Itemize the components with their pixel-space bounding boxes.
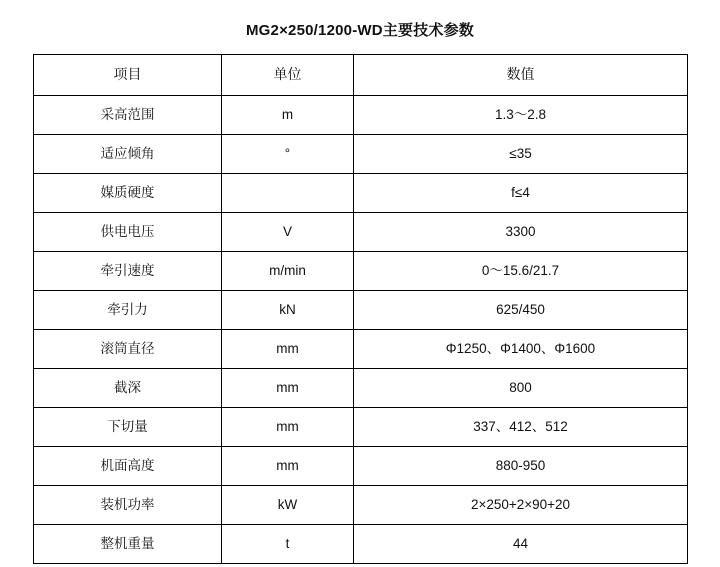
row-item-text: 下切量 <box>107 418 148 434</box>
table-row <box>34 408 688 447</box>
row-value-text: Φ1250、Φ1400、Φ1600 <box>445 340 596 356</box>
row-unit-text: mm <box>276 418 299 434</box>
row-value-text: 880-950 <box>495 457 546 473</box>
row-item-text: 装机功率 <box>100 496 155 512</box>
table-header-unit-label: 单位 <box>273 66 302 83</box>
row-unit-cell <box>222 447 354 486</box>
row-item-cell <box>34 174 222 213</box>
row-unit-text: m/min <box>269 262 306 278</box>
row-value-cell <box>354 96 688 135</box>
row-item-text: 整机重量 <box>100 535 155 551</box>
table-row <box>34 135 688 174</box>
row-unit-text: m <box>281 106 294 122</box>
row-value-cell <box>354 369 688 408</box>
table-row <box>34 525 688 564</box>
row-item-cell <box>34 96 222 135</box>
table-header-unit <box>222 55 354 96</box>
table-row <box>34 486 688 525</box>
row-unit-cell <box>222 408 354 447</box>
page-title: MG2×250/1200-WD主要技术参数 <box>245 22 474 39</box>
row-value-text: f≤4 <box>511 184 530 200</box>
row-item-text: 媒质硬度 <box>100 184 155 200</box>
row-unit-cell <box>222 96 354 135</box>
row-unit-text: kW <box>277 496 298 512</box>
row-item-cell <box>34 486 222 525</box>
row-item-cell <box>34 447 222 486</box>
table-header-item-label: 项目 <box>113 66 142 83</box>
row-item-text: 牵引速度 <box>100 262 155 278</box>
row-value-text: 800 <box>509 379 532 395</box>
table-header-item <box>34 55 222 96</box>
table-row <box>34 96 688 135</box>
row-item-cell <box>34 291 222 330</box>
table-row <box>34 447 688 486</box>
row-item-text: 供电电压 <box>100 223 155 239</box>
row-value-cell <box>354 252 688 291</box>
spec-table-body <box>34 55 688 564</box>
row-item-text: 采高范围 <box>100 106 155 122</box>
table-row <box>34 252 688 291</box>
row-item-cell <box>34 135 222 174</box>
table-header-value-label: 数值 <box>506 66 535 83</box>
row-value-cell <box>354 135 688 174</box>
spec-table <box>33 54 688 564</box>
row-value-cell <box>354 174 688 213</box>
row-unit-cell <box>222 369 354 408</box>
row-value-text: 3300 <box>505 223 536 239</box>
row-unit-cell <box>222 213 354 252</box>
row-unit-cell <box>222 174 354 213</box>
row-value-text: 625/450 <box>496 301 545 317</box>
row-unit-text: t <box>285 535 290 551</box>
row-item-cell <box>34 408 222 447</box>
row-item-cell <box>34 213 222 252</box>
row-unit-cell <box>222 330 354 369</box>
row-value-cell <box>354 447 688 486</box>
row-item-text: 截深 <box>114 379 141 395</box>
row-value-cell <box>354 486 688 525</box>
row-value-cell <box>354 408 688 447</box>
row-unit-cell <box>222 135 354 174</box>
row-value-text: 0～15.6/21.7 <box>481 262 560 278</box>
row-item-text: 机面高度 <box>100 457 155 473</box>
row-value-text: 2×250+2×90+20 <box>470 496 571 512</box>
row-item-cell <box>34 252 222 291</box>
table-row <box>34 174 688 213</box>
row-unit-cell <box>222 291 354 330</box>
row-unit-text: ° <box>284 145 291 161</box>
row-value-cell <box>354 525 688 564</box>
row-item-cell <box>34 330 222 369</box>
row-unit-text: kN <box>279 301 296 317</box>
row-item-text: 滚筒直径 <box>100 340 155 356</box>
row-unit-cell <box>222 486 354 525</box>
row-item-text: 适应倾角 <box>100 145 155 161</box>
row-item-cell <box>34 369 222 408</box>
row-unit-text: V <box>282 223 292 239</box>
row-unit-text: mm <box>276 340 299 356</box>
table-header-row <box>34 55 688 96</box>
row-value-text: 1.3～2.8 <box>494 106 547 122</box>
row-unit-cell <box>222 525 354 564</box>
row-value-text: 337、412、512 <box>473 418 568 434</box>
table-row <box>34 291 688 330</box>
table-row <box>34 369 688 408</box>
row-unit-text: mm <box>276 457 299 473</box>
table-header-value <box>354 55 688 96</box>
row-value-text: ≤35 <box>509 145 532 161</box>
row-item-text: 牵引力 <box>107 301 148 317</box>
row-item-cell <box>34 525 222 564</box>
table-row <box>34 213 688 252</box>
row-value-cell <box>354 291 688 330</box>
spec-table-container <box>0 54 720 564</box>
row-unit-cell <box>222 252 354 291</box>
row-value-cell <box>354 330 688 369</box>
row-unit-text: mm <box>276 379 299 395</box>
row-value-text: 44 <box>512 535 529 551</box>
table-row <box>34 330 688 369</box>
row-value-cell <box>354 213 688 252</box>
